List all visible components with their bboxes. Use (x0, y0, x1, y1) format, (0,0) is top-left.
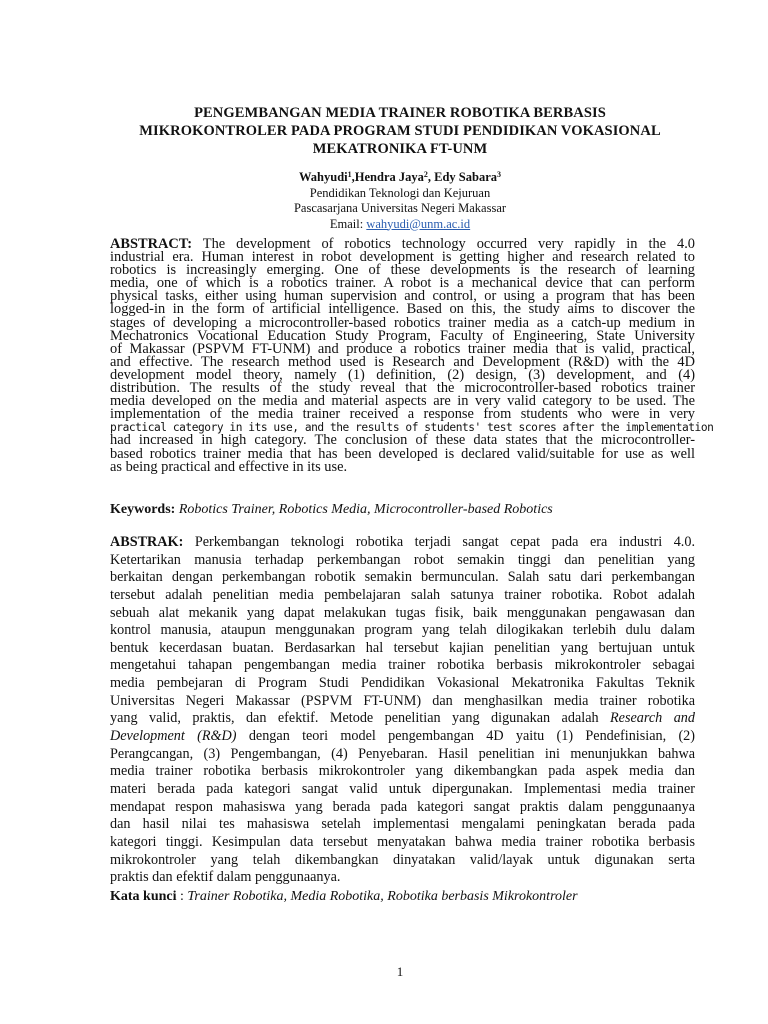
kata-kunci-separator: : (176, 889, 188, 904)
title-line-2: MIKROKONTROLER PADA PROGRAM STUDI PENDIDIKAN VOKASIONAL (139, 123, 661, 139)
affiliation-department: Pendidikan Teknologi dan Kejuruan (309, 185, 491, 200)
abstrak-line: Ketertarikan manusia terhadap perkembangan robot semakin tinggi dan penelitian yang (110, 551, 695, 568)
title-line-3: MEKATRONIKA FT-UNM (312, 141, 488, 157)
abstrak-line: kategori tinggi. Kesimpulan data tersebut menyatakan bahwa media trainer robotika berbasis (110, 833, 695, 850)
abstract-line: of Makassar (PSPVM FT-UNM) and produce a robotics trainer media that is valid, practical, (110, 340, 695, 357)
author-1: Wahyudi (299, 170, 348, 184)
abstract-line: industrial era. Human interest in robot development is getting higher and research related to (110, 249, 695, 266)
keywords-english (110, 501, 695, 519)
abstract-line: stages of developing a microcontroller-based robotics trainer media as a catch-up medium in (110, 314, 695, 331)
author-2: ,Hendra Jaya (351, 170, 424, 184)
abstrak-line: kontrol manusia, ataupun menggunakan program yang telah dilogikakan terlebih dulu dalam (110, 622, 695, 639)
author-1-affiliation-mark: 1 (347, 170, 352, 179)
abstract-indonesian (110, 534, 695, 887)
abstrak-line: bentuk kecerdasan buatan. Berdasarkan hal tersebut kajian penelitian yang bertujuan untuk (110, 639, 695, 656)
abstract-line: logged-in in the form of artificial intelligence. Based on this, the study aims to discover the (110, 301, 695, 318)
abstract-line: media, one of which is a robotics trainer. A robot is a mechanical device that can perform (110, 275, 695, 292)
abstract-line: and effective. The research method used is Research and Development (R&D) with the 4D (110, 353, 695, 370)
abstract-line: had increased in high category. The conclusion of these data states that the microcontroller- (110, 432, 695, 449)
abstrak-line: materi berada pada kategori sangat valid untuk dipergunakan. Implementasi media trainer (110, 780, 695, 797)
research-development-term-cont: Development (R&D) (110, 728, 237, 745)
kata-kunci-text: Trainer Robotika, Media Robotika, Robotika berbasis Mikrokontroler (187, 889, 578, 904)
author-block (100, 170, 700, 232)
abstrak-line: mikrokontroler yang telah dikembangkan dinyatakan valid/layak untuk digunakan serta (110, 851, 695, 868)
research-development-term: Research and (610, 710, 695, 727)
abstrak-label: ABSTRAK: (110, 534, 184, 550)
abstrak-line: mengetahui tahapan pengembangan media trainer robotika berbasis mikrokontroler sebagai (110, 657, 695, 674)
abstrak-line: Universitas Negeri Makassar (PSPVM FT-UNM) dan menghasilkan media trainer robotika (110, 692, 695, 709)
affiliation-university: Pascasarjana Universitas Negeri Makassar (293, 201, 507, 215)
abstract-english (110, 236, 714, 475)
keywords-text: Robotics Trainer, Robotics Media, Microcontroller-based Robotics (175, 502, 553, 517)
abstrak-line: mendapat respon mahasiswa yang berada pada kategori sangat praktis dalam penggunaanya (110, 798, 695, 815)
keywords-label: Keywords: (110, 502, 176, 517)
abstrak-line: media pembejaran di Program Studi Pendidikan Vokasional Mekatronika Fakultas Teknik (110, 675, 695, 692)
abstrak-line: praktis dan efektif dalam penggunaanya. (110, 869, 341, 886)
abstrak-line: media trainer robotika berbasis mikrokontroler yang dikembangkan pada aspek media dan (110, 763, 695, 780)
abstract-line: physical tasks, either using human supervision and control, or using a program that has been (110, 288, 695, 305)
abstract-label: ABSTRACT: (110, 236, 193, 252)
abstract-line: robotics is increasingly emerging. One of these developments is the research of learning (110, 262, 695, 279)
abstract-line: distribution. The results of the study reveal that the microcontroller-based robotics trainer (110, 380, 695, 397)
abstract-line: practical category in its use, and the results of students' test scores after the implementation (110, 421, 714, 435)
title-line-1: PENGEMBANGAN MEDIA TRAINER ROBOTIKA BERBASIS (194, 105, 606, 121)
author-email (100, 217, 700, 233)
abstract-line: as being practical and effective in its use. (110, 458, 348, 475)
abstrak-line: Perangcangan, (3) Pengembangan, (4) Penyebaran. Hasil penelitian ini menunjukkan bahwa (110, 745, 695, 762)
abstract-line: development model theory, namely (1) definition, (2) design, (3) development, and (4) (110, 366, 695, 383)
abstract-line: Mechatronics Vocational Education Study Program, Faculty of Engineering, State University (110, 327, 695, 344)
abstrak-line: ABSTRAK: Perkembangan teknologi robotika terjadi sangat cepat pada era industri 4.0. (110, 534, 695, 550)
abstract-line: media developed on the media and material aspects are in very valid category to be used. The (110, 393, 695, 410)
paper-title (100, 104, 700, 158)
kata-kunci-label: Kata kunci (110, 889, 177, 904)
page-number: 1 (396, 964, 404, 979)
abstrak-line: Development (R&D) dengan teori model pengembangan 4D yaitu (1) Pendefinisian, (2) (110, 728, 695, 745)
abstrak-line: tersebut adalah penelitian media pembelajaran salah satunya trainer robotika. Robot adalah (110, 586, 695, 603)
email-label: Email: (329, 216, 367, 231)
keywords-indonesian (110, 888, 695, 906)
abstrak-line: berkaitan dengan perkembangan robotik semakin bermunculan. Salah satu dari perkembangan (110, 569, 695, 586)
author-2-affiliation-mark: 2 (423, 170, 428, 179)
abstract-line: based robotics trainer media that has been developed is declared valid/suitable for use as well (110, 445, 695, 462)
abstrak-line: yang valid, praktis, dan efektif. Metode penelitian yang digunakan adalah Research and (110, 710, 695, 727)
author-names (100, 170, 700, 186)
author-3: , Edy Sabara (427, 170, 497, 184)
abstract-line: implementation of the media trainer received a response from students who were in very (110, 406, 695, 423)
abstrak-line: dan hasil nilai tes mahasiswa setelah implementasi mengalami peningkatan berada pada (110, 816, 695, 833)
abstrak-line: sebuah alat mekanik yang dapat melakukan tugas fisik, baik menggunakan pengawasan dan (110, 604, 695, 621)
abstract-line: ABSTRACT: The development of robotics technology occurred very rapidly in the 4.0 (110, 236, 695, 252)
author-3-affiliation-mark: 3 (497, 170, 501, 179)
email-link[interactable]: wahyudi@unm.ac.id (366, 216, 471, 231)
